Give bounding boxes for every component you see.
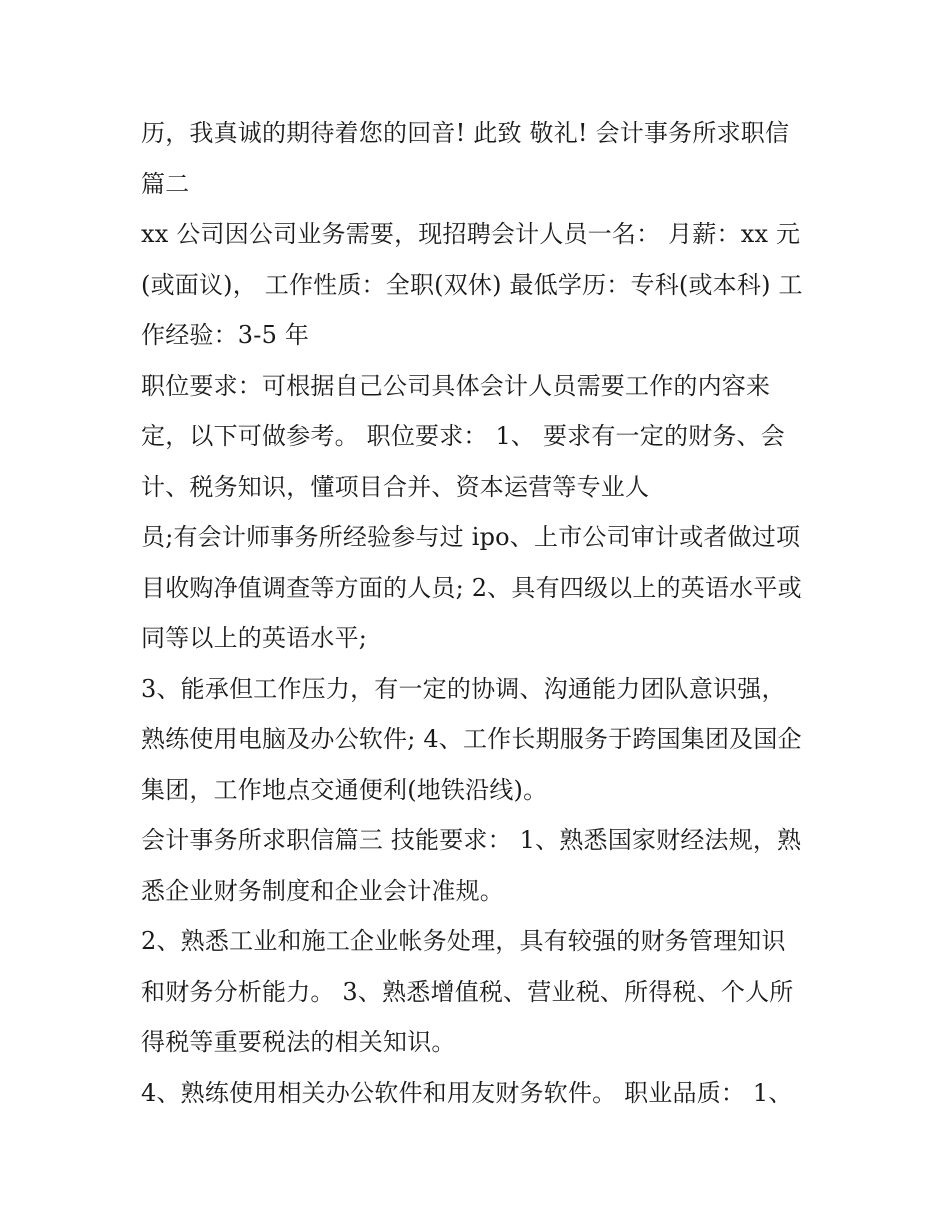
text-line: 得税等重要税法的相关知识。 bbox=[141, 1028, 456, 1056]
text-line: 同等以上的英语水平; bbox=[141, 624, 368, 652]
text-line: xx 公司因公司业务需要，现招聘会计人员一名： 月薪：xx 元 bbox=[141, 220, 801, 248]
text-line: 熟练使用电脑及办公软件; 4、工作长期服务于跨国集团及国企 bbox=[141, 725, 802, 753]
text-line: 3、能承但工作压力，有一定的协调、沟通能力团队意识强， bbox=[141, 674, 786, 703]
text-line: (或面议)， 工作性质：全职(双休) 最低学历：专科(或本科) 工 bbox=[141, 270, 803, 299]
text-line: 目收购净值调查等方面的人员; 2、具有四级以上的英语水平或 bbox=[141, 573, 802, 602]
document-body bbox=[141, 108, 813, 1118]
text-line: 会计事务所求职信篇三 技能要求： 1、熟悉国家财经法规，熟 bbox=[141, 826, 802, 854]
text-line: 职位要求：可根据自己公司具体会计人员需要工作的内容来 bbox=[141, 371, 771, 400]
text-line: 集团，工作地点交通便利(地铁沿线)。 bbox=[141, 775, 548, 804]
text-line: 4、熟练使用相关办公软件和用友财务软件。 职业品质： 1、 bbox=[141, 1078, 793, 1107]
text-line: 作经验：3-5 年 bbox=[141, 321, 310, 349]
text-line: 定，以下可做参考。 职位要求： 1、 要求有一定的财务、会 bbox=[141, 422, 785, 450]
text-line: 历，我真诚的期待着您的回音! 此致 敬礼! 会计事务所求职信 bbox=[141, 119, 790, 147]
text-line: 员;有会计师事务所经验参与过 ipo、上市公司审计或者做过项 bbox=[141, 523, 801, 551]
text-line: 计、税务知识，懂项目合并、资本运营等专业人 bbox=[141, 472, 650, 501]
text-line: 篇二 bbox=[141, 169, 190, 198]
text-line: 悉企业财务制度和企业会计准规。 bbox=[141, 876, 504, 905]
text-line: 和财务分析能力。 3、熟悉增值税、营业税、所得税、个人所 bbox=[141, 977, 794, 1006]
text-line: 2、熟悉工业和施工企业帐务处理，具有较强的财务管理知识 bbox=[141, 927, 786, 955]
